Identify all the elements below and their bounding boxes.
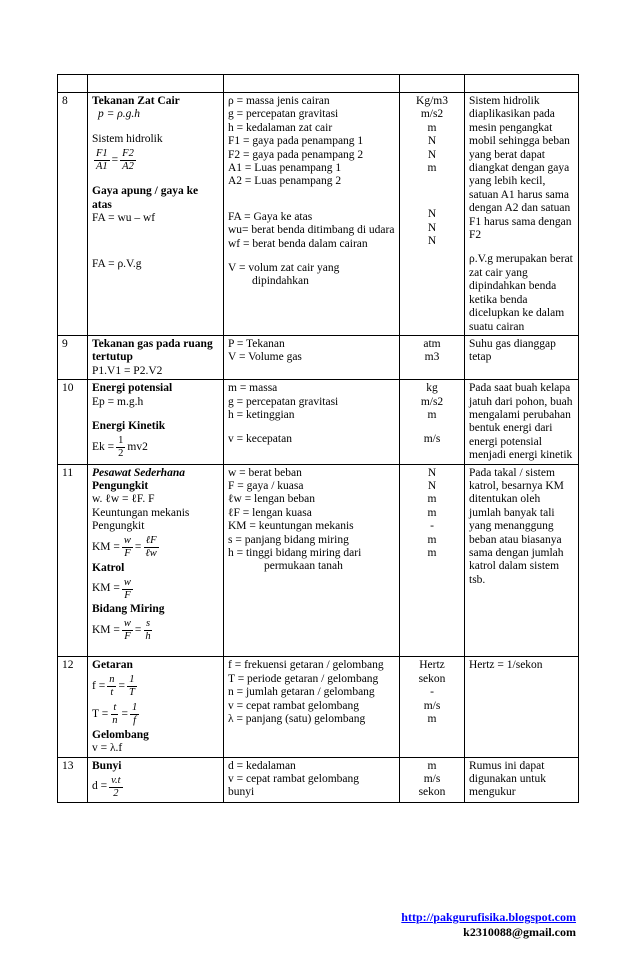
description-cell (224, 757, 400, 802)
topic-title: Pesawat Sederhana (92, 466, 185, 479)
desc-line: g = percepatan gravitasi (228, 395, 339, 408)
unit: m/s (423, 773, 441, 786)
header-cell (400, 75, 465, 93)
kinetic-energy-formula: Ek = $\frac{1}{2}$ mv2 (92, 434, 148, 459)
unit: m (427, 493, 437, 506)
period-formula: T = $\frac{t}{n}$ = $\frac{1}{f}$ (92, 702, 138, 727)
desc-line: V = volum zat cair yang (228, 262, 340, 275)
desc-line: s = panjang bidang miring (228, 533, 349, 546)
table-header-row (58, 75, 579, 93)
note-cell (465, 657, 579, 757)
description-cell (224, 464, 400, 657)
header-cell (465, 75, 579, 93)
hydraulic-formula: $\frac{F1}{A1}$ = $\frac{F2}{A2}$ (96, 147, 134, 172)
desc-line: ρ = massa jenis cairan (228, 95, 330, 107)
description-cell (224, 380, 400, 464)
unit: m/s2 (420, 395, 444, 408)
table-row (58, 335, 579, 379)
desc-line: A2 = Luas penampang 2 (228, 175, 342, 188)
unit: m/s (423, 699, 441, 712)
desc-line: m = massa (228, 382, 278, 395)
description-cell (224, 335, 400, 379)
unit: N (427, 479, 437, 492)
row-number: 10 (58, 380, 88, 464)
row-number: 11 (58, 464, 88, 657)
desc-line: ℓF = lengan kuasa (228, 506, 312, 519)
unit: m (427, 533, 437, 546)
note: Hertz = 1/sekon (469, 659, 543, 672)
note-cell (465, 757, 579, 802)
formula-cell (88, 380, 224, 464)
unit: sekon (418, 672, 446, 685)
email-text: k2310088@gmail.com (463, 925, 576, 939)
desc-line: g = percepatan gravitasi (228, 108, 339, 121)
formula: FA = wu – wf (92, 212, 156, 225)
unit-cell (400, 380, 465, 464)
unit: m (427, 506, 437, 519)
unit: m (427, 547, 437, 559)
desc-line: dipindahkan (252, 275, 309, 288)
desc-line: permukaan tanah (264, 560, 343, 573)
formula-cell (88, 657, 224, 757)
desc-line: T = periode getaran / gelombang (228, 672, 379, 685)
topic-title: Bunyi (92, 759, 122, 772)
subtopic: Gaya apung / gaya ke atas (92, 185, 199, 211)
note: Rumus ini dapat digunakan untuk mengukur (469, 759, 546, 799)
desc-line: v = kecepatan (228, 433, 292, 446)
unit: N (427, 135, 437, 148)
topic-title: Tekanan Zat Cair (92, 95, 180, 107)
note-cell (465, 335, 579, 379)
unit: m/s (423, 433, 441, 446)
unit: m (427, 713, 437, 726)
note-cell (465, 464, 579, 657)
unit: Hertz (419, 659, 445, 672)
table-row (58, 657, 579, 757)
unit: Kg/m3 (416, 95, 448, 107)
unit: m/s2 (420, 108, 444, 121)
formula-cell (88, 335, 224, 379)
unit: m (427, 121, 437, 134)
desc-line: A1 = Luas penampang 1 (228, 162, 342, 175)
physics-formula-table (57, 74, 579, 803)
note: ρ.V.g merupakan berat zat cair yang dipindahkan benda ketika benda dicelupkan ke dalam suatu cairan (469, 253, 573, 333)
formula: p = ρ.g.h (98, 108, 141, 121)
note-cell (465, 93, 579, 336)
header-cell (224, 75, 400, 93)
desc-line: F = gaya / kuasa (228, 479, 304, 492)
footer (401, 910, 576, 940)
unit: N (427, 208, 437, 221)
topic-title: Getaran (92, 659, 133, 672)
table-row (58, 464, 579, 657)
desc-line: h = ketinggian (228, 408, 295, 421)
desc-line: bunyi (228, 786, 255, 799)
subtopic: Katrol (92, 561, 125, 574)
desc-line: FA = Gaya ke atas (228, 210, 313, 223)
unit: N (427, 221, 437, 234)
unit: sekon (418, 786, 446, 799)
note: Suhu gas dianggap tetap (469, 337, 556, 364)
unit: kg (426, 382, 438, 395)
row-number: 13 (58, 757, 88, 802)
note: Sistem hidrolik diaplikasikan pada mesin pengangkat mobil sehingga beban yang berat dapat diangkat dengan gaya yang lebih kecil, satuan A1 harus sama dengan A2 dan satuan F1 harus sama dengan F2 (469, 95, 572, 242)
desc-line: λ = panjang (satu) gelombang (228, 713, 366, 726)
row-number: 12 (58, 657, 88, 757)
subtopic: Gelombang (92, 728, 149, 741)
table-row (58, 93, 579, 336)
desc-line: ℓw = lengan beban (228, 493, 316, 506)
table-row (58, 757, 579, 802)
formula: Ep = m.g.h (92, 395, 144, 408)
description-cell (224, 93, 400, 336)
desc-line: KM = keuntungan mekanis (228, 520, 354, 533)
unit: - (430, 520, 434, 533)
formula-label: Keuntungan mekanis Pengungkit (92, 506, 190, 533)
desc-line: w = berat beban (228, 466, 302, 479)
formula: P1.V1 = P2.V2 (92, 364, 163, 377)
lever-km-formula: KM = $\frac{w}{F}$ = $\frac{\text{ℓF}}{\text{ℓw}}$ (92, 535, 157, 560)
desc-line: v = cepat rambat gelombang (228, 699, 360, 712)
formula: FA = ρ.V.g (92, 258, 142, 271)
desc-line: wu= berat benda ditimbang di udara (228, 224, 395, 237)
frequency-formula: f = $\frac{n}{t}$ = $\frac{1}{T}$ (92, 674, 135, 699)
header-cell (58, 75, 88, 93)
subtopic: Bidang Miring (92, 603, 165, 615)
desc-line: h = tinggi bidang miring dari (228, 547, 362, 559)
description-cell (224, 657, 400, 757)
unit-cell (400, 464, 465, 657)
desc-line: f = frekuensi getaran / gelombang (228, 659, 384, 672)
formula-cell (88, 93, 224, 336)
unit: m (427, 759, 437, 772)
unit: m (427, 162, 437, 175)
blog-link[interactable]: http://pakgurufisika.blogspot.com (401, 910, 576, 924)
desc-line: h = kedalaman zat cair (228, 121, 333, 134)
row-number: 9 (58, 335, 88, 379)
note: Pada saat buah kelapa jatuh dari pohon, buah mengalami perubahan bentuk energi dari energi potensial menjadi energi kinetik (469, 382, 573, 462)
topic-title: Energi potensial (92, 382, 173, 395)
unit: N (427, 148, 437, 161)
desc-line: F2 = gaya pada penampang 2 (228, 148, 364, 161)
formula-cell (88, 757, 224, 802)
unit: - (430, 686, 434, 699)
row-number: 8 (58, 93, 88, 336)
desc-line: v = cepat rambat gelombang (228, 773, 360, 786)
desc-line: P = Tekanan (228, 337, 285, 350)
formula: v = λ.f (92, 742, 123, 755)
topic-title: Tekanan gas pada ruang tertutup (92, 337, 213, 364)
subtopic: Pengungkit (92, 479, 149, 492)
desc-line: F1 = gaya pada penampang 1 (228, 135, 364, 148)
incline-km-formula: KM = $\frac{w}{F}$ = $\frac{s}{h}$ (92, 617, 151, 642)
unit: m (427, 408, 437, 421)
depth-formula: d = $\frac{v.t}{2}$ (92, 774, 121, 799)
unit-cell (400, 335, 465, 379)
unit-cell (400, 657, 465, 757)
unit: N (427, 466, 437, 479)
header-cell (88, 75, 224, 93)
unit: atm (423, 337, 441, 350)
unit: N (427, 235, 437, 248)
desc-line: d = kedalaman (228, 759, 296, 772)
desc-line: wf = berat benda dalam cairan (228, 237, 368, 250)
unit-cell (400, 757, 465, 802)
desc-line: n = jumlah getaran / gelombang (228, 686, 375, 699)
formula: w. ℓw = ℓF. F (92, 493, 155, 506)
unit: m3 (424, 351, 440, 364)
table-row (58, 380, 579, 464)
unit-cell (400, 93, 465, 336)
note: Pada takal / sistem katrol, besarnya KM ditentukan oleh jumlah banyak tali yang menanggung beban atau biasanya sama dengan jumlah katrol dalam sistem tsb. (469, 466, 564, 586)
subtopic: Energi Kinetik (92, 419, 166, 432)
desc-line: V = Volume gas (228, 351, 302, 364)
pulley-km-formula: KM = $\frac{w}{F}$ (92, 576, 131, 601)
note-cell (465, 380, 579, 464)
subtopic: Sistem hidrolik (92, 132, 163, 145)
formula-cell (88, 464, 224, 657)
